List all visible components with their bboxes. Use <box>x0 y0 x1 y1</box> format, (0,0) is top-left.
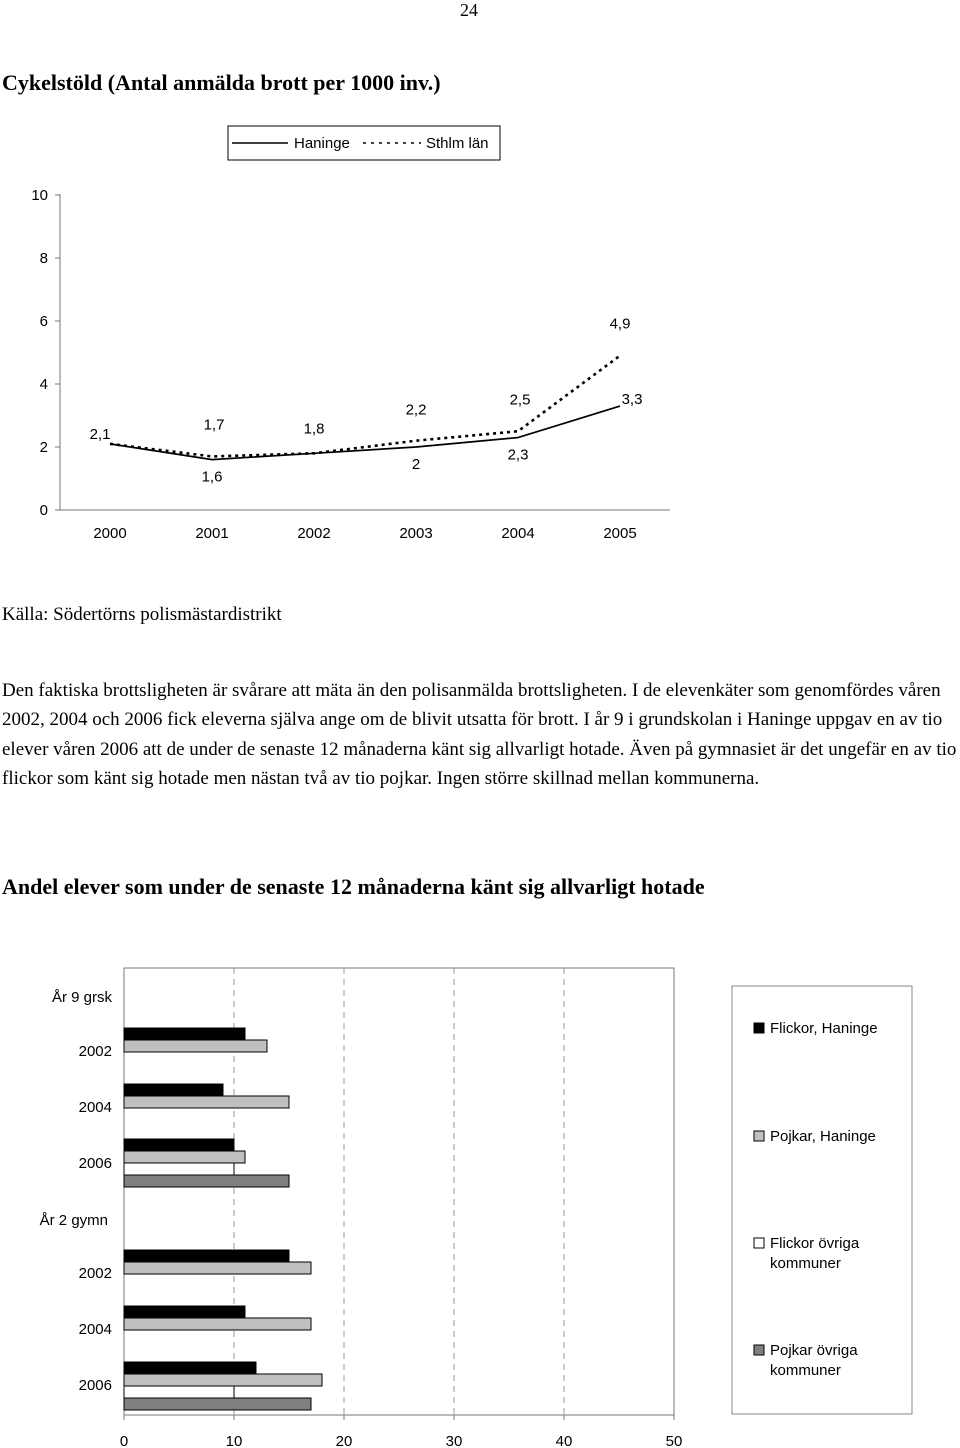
legend-label-sthlm: Sthlm län <box>426 135 489 152</box>
category-label: 2006 <box>78 1377 112 1394</box>
bar-flickor-haninge <box>124 1306 245 1318</box>
category-label: 2006 <box>78 1155 112 1172</box>
line-chart <box>0 0 960 600</box>
legend-swatch <box>754 1131 764 1141</box>
bar-flickor-haninge <box>124 1250 289 1262</box>
series-line-haninge <box>110 406 620 460</box>
y-tick-label: 6 <box>39 313 48 330</box>
x-tick-label: 30 <box>445 1433 463 1448</box>
legend-label: kommuner <box>770 1255 841 1272</box>
data-label: 3,3 <box>621 391 643 409</box>
x-tick-label: 2004 <box>501 525 535 542</box>
x-tick-label: 0 <box>119 1433 129 1448</box>
legend-swatch <box>754 1238 764 1248</box>
bar-chart <box>0 940 960 1448</box>
page-number: 24 <box>460 0 478 20</box>
legend-label: kommuner <box>770 1362 841 1379</box>
bar-pojkar-haninge <box>124 1151 245 1163</box>
y-tick-label: 10 <box>31 187 48 204</box>
body-paragraph <box>2 676 960 793</box>
x-tick-label: 2001 <box>195 525 229 542</box>
group-label: År 9 grsk <box>51 989 112 1006</box>
bar-chart-legend <box>732 986 912 1414</box>
data-label: 2 <box>411 456 421 473</box>
x-tick-label: 10 <box>225 1433 243 1448</box>
bar-pojkar-haninge <box>124 1262 311 1274</box>
bar-flickor-haninge <box>124 1362 256 1374</box>
legend-label: Pojkar övriga <box>770 1342 858 1359</box>
bar-pojkar-ovriga <box>124 1175 289 1187</box>
y-tick-label: 2 <box>39 439 48 456</box>
legend-label: Flickor övriga <box>770 1235 860 1252</box>
bar-pojkar-ovriga <box>124 1398 311 1410</box>
data-label: 2,5 <box>509 391 531 409</box>
legend-swatch <box>754 1345 764 1355</box>
bar-pojkar-haninge <box>124 1318 311 1330</box>
y-tick-label: 4 <box>39 376 48 393</box>
series-line-sthlm-lan <box>110 356 620 457</box>
x-tick-label: 50 <box>665 1433 683 1448</box>
chart1-heading: Cykelstöld (Antal anmälda brott per 1000 inv.) <box>2 70 441 95</box>
bar-flickor-ovriga <box>124 1386 234 1398</box>
line-chart-legend <box>228 126 500 160</box>
category-label: 2002 <box>78 1043 112 1060</box>
bar-flickor-haninge <box>124 1028 245 1040</box>
bar-flickor-haninge <box>124 1139 234 1151</box>
data-label: 4,9 <box>609 315 631 333</box>
legend-label: Flickor, Haninge <box>770 1020 878 1037</box>
bar-pojkar-haninge <box>124 1096 289 1108</box>
x-tick-label: 20 <box>335 1433 353 1448</box>
legend-label: Pojkar, Haninge <box>770 1128 876 1145</box>
data-label: 1,7 <box>203 416 225 434</box>
bar-pojkar-haninge <box>124 1374 322 1386</box>
x-tick-label: 2003 <box>399 525 433 542</box>
x-tick-label: 2002 <box>297 525 331 542</box>
x-tick-label: 40 <box>555 1433 573 1448</box>
data-label: 1,6 <box>201 468 223 486</box>
data-label: 1,8 <box>303 420 325 438</box>
legend-label-haninge: Haninge <box>294 135 350 152</box>
category-label: 2004 <box>78 1099 112 1116</box>
data-label: 2,2 <box>405 401 427 419</box>
y-tick-label: 8 <box>39 250 48 267</box>
x-tick-label: 2005 <box>603 525 637 542</box>
chart2-heading: Andel elever som under de senaste 12 månaderna känt sig allvarligt hotade <box>2 874 705 899</box>
bar-flickor-haninge <box>124 1084 223 1096</box>
group-label: År 2 gymn <box>39 1212 108 1229</box>
x-tick-label: 2000 <box>93 525 127 542</box>
data-label: 2,3 <box>507 446 529 464</box>
bar-pojkar-haninge <box>124 1040 267 1052</box>
y-tick-label: 0 <box>39 502 48 519</box>
source-note: Källa: Södertörns polismästardistrikt <box>2 604 282 625</box>
legend-swatch <box>754 1023 764 1033</box>
data-label: 2,1 <box>89 425 111 443</box>
category-label: 2002 <box>78 1265 112 1282</box>
bar-flickor-ovriga <box>124 1163 234 1175</box>
paragraph-text: Den faktiska brottsligheten är svårare att mäta än den polisanmälda brottsligheten. I de elevenkäter som genomfördes våren 2002, 2004 och 2006 fick eleverna själva ange om de blivit utsatta för brott. I år 9 i grundskolan i Haninge uppgav en av tio elever våren 2006 att de under de senaste 12 månaderna känt sig allvarligt hotade. Även på gymnasiet är det ungefär en av tio flickor som känt sig hotade men nästan två av tio pojkar. Ingen större skillnad mellan kommunerna. <box>2 680 957 789</box>
category-label: 2004 <box>78 1321 112 1338</box>
